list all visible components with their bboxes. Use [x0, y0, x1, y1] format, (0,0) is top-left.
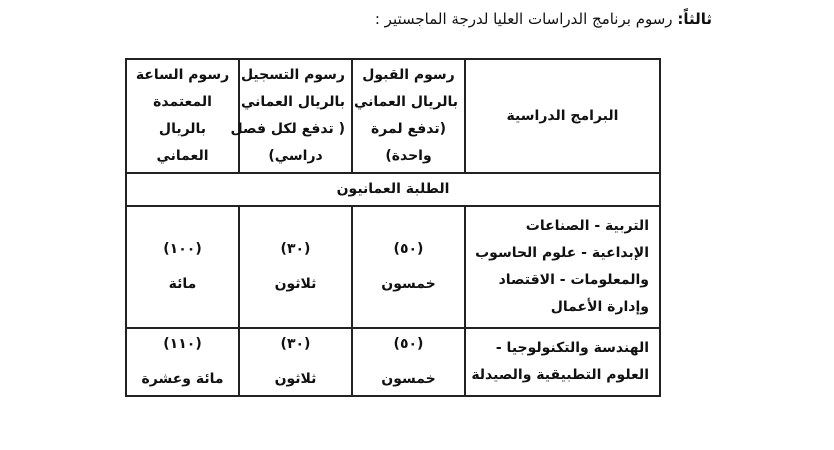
credit-hour-fee-cell: (١١٠) مائة وعشرة: [126, 328, 239, 396]
header-credit-hour: رسوم الساعة المعتمدة بالريال العماني: [126, 59, 239, 173]
header-registration: رسوم التسجيل بالريال العماني ( تدفع لكل فصل دراسي): [239, 59, 352, 173]
heading-text: رسوم برنامج الدراسات العليا لدرجة الماجستير :: [374, 10, 673, 28]
credit-hour-fee-cell: (١٠٠) مائة: [126, 206, 239, 328]
group-label: الطلبة العمانيون: [126, 173, 660, 206]
section-heading: [375, 10, 712, 28]
program-cell: الهندسة والتكنولوجيا - العلوم التطبيقية والصيدلة: [465, 328, 660, 396]
registration-fee-cell: (٣٠) ثلاثون: [239, 206, 352, 328]
fees-table: [125, 58, 661, 397]
table-row: [126, 206, 660, 328]
group-row: [126, 173, 660, 206]
table-row: [126, 328, 660, 396]
header-admission: رسوم القبول بالريال العماني (تدفع لمرة واحدة): [352, 59, 465, 173]
table-header-row: [126, 59, 660, 173]
registration-fee-cell: (٣٠) ثلاثون: [239, 328, 352, 396]
heading-lead: ثالثاً:: [677, 10, 712, 28]
admission-fee-cell: (٥٠) خمسون: [352, 206, 465, 328]
header-program: البرامج الدراسية: [465, 59, 660, 173]
admission-fee-cell: (٥٠) خمسون: [352, 328, 465, 396]
program-cell: التربية - الصناعات الإبداعية - علوم الحاسوب والمعلومات - الاقتصاد وإدارة الأعمال: [465, 206, 660, 328]
